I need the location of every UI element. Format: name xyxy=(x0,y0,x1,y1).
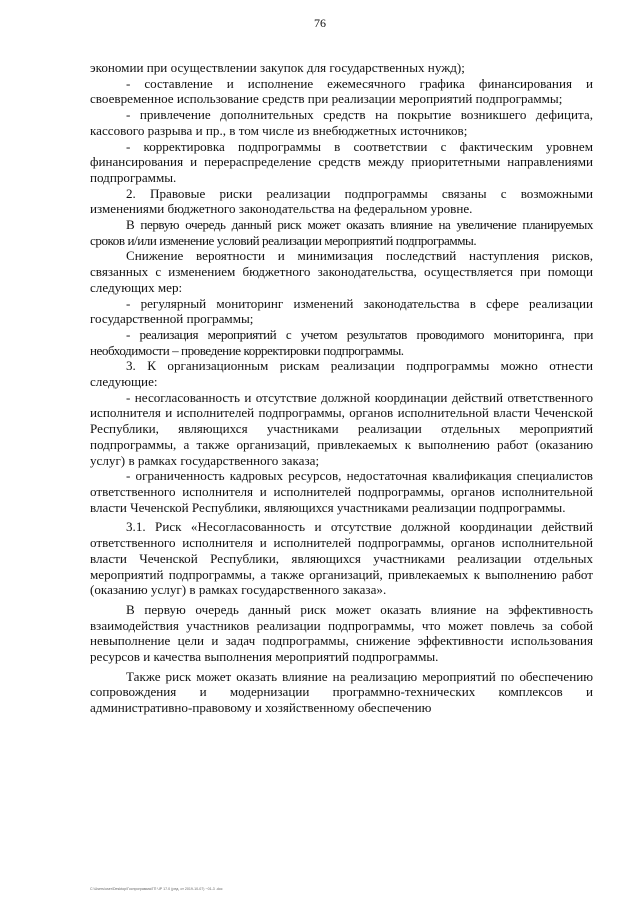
paragraph-risk-3-1-impact: В первую очередь данный риск может оказать влияние на эффективность взаимодействия участников реализации подпрограммы, что может повлечь за собой невыполнение цели и задач подпрограммы, снижение эффективности использования ресурсов и качества выполнения мероприятий подпрограммы. xyxy=(90,601,593,665)
paragraph-risk-3-1: 3.1. Риск «Несогласованность и отсутствие должной координации действий ответственного исполнителя и исполнителей подпрограммы, органов исполнительной власти Чеченской Республики, являющихся участниками реализации отдельных мероприятий подпрограммы, а также организаций, привлекаемых к выполнению работ (оказанию услуг) в рамках государственного заказа». xyxy=(90,519,593,598)
footer-file-path: С:\Users\user\Desktop\Госпрограмма\ГП ЧР 17.0 (ред. от 2019-10-07) ~01-3 .doc xyxy=(90,887,223,891)
list-item-implementation: - реализация мероприятий с учетом результатов проводимого мониторинга, при необходимости – проведение корректировки подпрограммы. xyxy=(90,326,593,358)
document-body xyxy=(90,60,593,716)
paragraph-legal-risks: 2. Правовые риски реализации подпрограммы связаны с возможными изменениями бюджетного законодательства на федеральном уровне. xyxy=(90,185,593,217)
list-item-program-adjustment: - корректировка подпрограммы в соответствии с фактическим уровнем финансирования и перераспределение средств между приоритетными направлениями подпрограммы. xyxy=(90,138,593,185)
paragraph-risk-3-1-also: Также риск может оказать влияние на реализацию мероприятий по обеспечению сопровождения и модернизации программно-технических комплексов и административно-правовому и хозяйственному обеспечению xyxy=(90,668,593,716)
paragraph-continuation: экономии при осуществлении закупок для государственных нужд); xyxy=(90,60,465,75)
list-item-monitoring: - регулярный мониторинг изменений законодательства в сфере реализации государственной программы; xyxy=(90,295,593,327)
list-item-payment-schedule: - составление и исполнение ежемесячного графика финансирования и своевременное использование средств при реализации мероприятий подпрограммы; xyxy=(90,75,593,107)
list-item-inconsistency: - несогласованность и отсутствие должной координации действий ответственного исполнителя и исполнителей подпрограммы, органов исполнительной власти Чеченской Республики, являющихся участниками реализации отдельных мероприятий подпрограммы, а также организаций, привлекаемых к выполнению работ (оказанию услуг) в рамках государственного заказа; xyxy=(90,389,593,468)
list-item-additional-funds: - привлечение дополнительных средств на покрытие возникшего дефицита, кассового разрыва и пр., в том числе из внебюджетных источников; xyxy=(90,107,593,138)
page-number: 76 xyxy=(314,16,326,30)
list-item-limited-staff: - ограниченность кадровых ресурсов, недостаточная квалификация специалистов ответственного исполнителя и исполнителей подпрограммы, органов исполнительной власти Чеченской Республики, являющихся участниками реализации подпрограммы. xyxy=(90,468,593,515)
paragraph-legal-risk-impact: В первую очередь данный риск может оказать влияние на увеличение планируемых сроков и/или изменение условий реализации мероприятий подпрограммы. xyxy=(90,217,593,248)
paragraph-organizational-risks: 3. К организационным рискам реализации подпрограммы можно отнести следующие: xyxy=(90,358,593,390)
paragraph-risk-mitigation: Снижение вероятности и минимизация последствий наступления рисков, связанных с изменением бюджетного законодательства, осуществляется при помощи следующих мер: xyxy=(90,248,593,295)
